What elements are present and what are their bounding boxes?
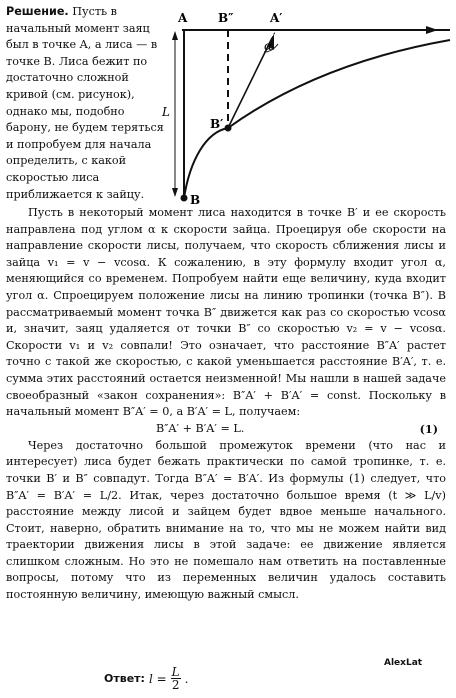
label-B: B bbox=[190, 193, 201, 207]
label-alpha: α bbox=[264, 39, 273, 53]
answer-denominator: 2 bbox=[171, 678, 180, 692]
label-A: A bbox=[178, 11, 188, 25]
answer-fraction bbox=[171, 666, 181, 691]
equation-1-row bbox=[6, 421, 446, 438]
answer-numerator: L bbox=[171, 665, 180, 679]
equation-1: B″A′ + B′A′ = L. bbox=[156, 421, 245, 435]
solution-lead: Решение. bbox=[6, 5, 69, 18]
label-L: L bbox=[162, 105, 170, 119]
paragraph-conclusion: Через достаточно большой промежуток времени (что нас и интересует) лиса будет бежать практически по самой тропинке, т. е. точки B′ и B″ совпадут. Тогда B″A′ = B′A′. Из формулы (1) следует, что B″A′ = B′A′ = L/2. Итак, через достаточно большое время (t ≫ L/v) расстояние между лисой и зайцем будет вдвое меньше начального. Стоит, наверно, обратить внимание на то, что мы не можем найти вид траектории движения лисы в этой задаче: ее движение является слишком сложным. Но это не помешало нам ответить на поставленные вопросы, потому что из переменных величин удалось составить постоянную величину, имеющую важный смысл. bbox=[6, 438, 446, 602]
answer-line bbox=[104, 666, 188, 691]
answer-period: . bbox=[184, 671, 189, 686]
scan-signature: AlexLat bbox=[384, 658, 423, 668]
hare-direction-arrow bbox=[426, 26, 438, 34]
fox-trajectory-curve bbox=[184, 40, 450, 198]
answer-lhs: l = bbox=[148, 671, 167, 686]
dimension-arrow-bottom bbox=[172, 188, 178, 197]
point-B bbox=[181, 195, 188, 202]
dimension-arrow-top bbox=[172, 31, 178, 40]
solution-body bbox=[6, 205, 446, 604]
paragraph-velocity-analysis: Пусть в некоторый момент лиса находится в точке B′ и ее скорость направлена под углом α к скорости зайца. Проецируя обе скорости на направление скорости лисы, получаем, что скорость сближения лисы и зайца v₁ = v − vcosα. К сожалению, в эту формулу входит угол α, меняющийся со временем. Попробуем найти еще величину, куда входит угол α. Спроецируем положение лисы на линию тропинки (точка B″). В рассматриваемый момент точка B″ движется как раз со скоростью vcosα и, значит, заяц удаляется от точки B″ со скоростью v₂ = v − vcosα. Скорости v₁ и v₂ совпали! Это означает, что расстояние B″A′ растет точно с такой же скоростью, с какой уменьшается расстояние B′A′, т. е. сумма этих расстояний остается неизменной! Мы нашли в нашей задаче своеобразный «закон сохранения»: B″A′ + B′A′ = const. Поскольку в начальный момент B″A′ = 0, а B′A′ = L, получаем: bbox=[6, 206, 446, 419]
answer-label: Ответ: bbox=[104, 672, 145, 685]
solution-intro-text: Пусть в начальный момент заяц был в точке A, а лиса — в точке B. Лиса бежит по достаточно сложной кривой (см. рисунок), однако мы, подобно барону, не будем теряться и попробуем для начала определить, с какой скоростью лиса приближается к зайцу. bbox=[6, 5, 164, 201]
pursuit-figure bbox=[162, 0, 456, 207]
equation-1-number: (1) bbox=[419, 421, 438, 436]
label-A-prime: A′ bbox=[270, 11, 283, 25]
solution-intro bbox=[6, 4, 172, 203]
point-B-prime bbox=[225, 125, 232, 132]
label-B-prime: B′ bbox=[210, 117, 224, 131]
label-B-double-prime: B″ bbox=[218, 11, 234, 25]
